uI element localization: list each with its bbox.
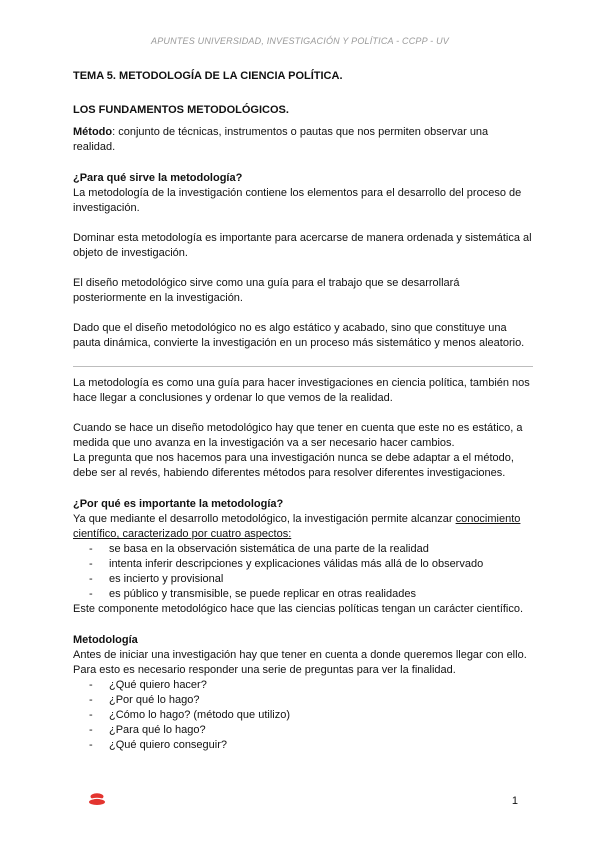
- page-title: TEMA 5. METODOLOGÍA DE LA CIENCIA POLÍTICA.: [73, 70, 343, 82]
- brand-logo-icon: [88, 792, 106, 806]
- paragraph: Dado que el diseño metodológico no es algo estático y acabado, sino que constituye una pauta dinámica, convierte la investigación en un proceso más sistemático y menos aleatorio.: [73, 322, 525, 349]
- paragraph: Este componente metodológico hace que las ciencias políticas tengan un carácter científico.: [73, 603, 524, 615]
- paragraph: La metodología de la investigación contiene los elementos para el desarrollo del proceso de investigación.: [73, 187, 522, 214]
- list-item: - ¿Para qué lo hago?: [73, 723, 533, 738]
- list-item: - intenta inferir descripciones y explicaciones válidas más allá de lo observado: [73, 557, 533, 572]
- paragraph: Dominar esta metodología es importante para acercarse de manera ordenada y sistemática al objeto de investigación.: [73, 232, 532, 259]
- page-number: 1: [511, 795, 518, 807]
- aspects-list: [73, 542, 533, 602]
- list-item: - ¿Qué quiero hacer?: [73, 678, 533, 693]
- section-divider: [73, 366, 533, 367]
- heading-metodologia: Metodología: [73, 634, 138, 646]
- paragraph: [73, 512, 533, 542]
- paragraph: La pregunta que nos hacemos para una investigación nunca se debe adaptar a el método, debe ser al revés, habiendo diferentes métodos para resolver diferentes investigaciones.: [73, 452, 514, 479]
- logo-shape-bottom: [89, 799, 105, 805]
- intro-text: Ya que mediante el desarrollo metodológico, la investigación permite alcanzar: [73, 513, 456, 525]
- list-item: - ¿Qué quiero conseguir?: [73, 738, 533, 753]
- list-item: - ¿Por qué lo hago?: [73, 693, 533, 708]
- list-item: - se basa en la observación sistemática de una parte de la realidad: [73, 542, 533, 557]
- heading-por-que: ¿Por qué es importante la metodología?: [73, 498, 284, 510]
- list-item: - es incierto y provisional: [73, 572, 533, 587]
- paragraph: Cuando se hace un diseño metodológico hay que tener en cuenta que este no es estático, a medida que uno avanza en la investigación va a ser necesario hacer cambios.: [73, 422, 523, 449]
- underlined-text: conocimiento científico, caracterizado por cuatro aspectos:: [73, 513, 521, 540]
- page-header: APUNTES UNIVERSIDAD, INVESTIGACIÓN Y POLÍTICA - CCPP - UV: [151, 36, 449, 46]
- heading-para-que: ¿Para qué sirve la metodología?: [73, 172, 243, 184]
- metodo-definition: [73, 125, 533, 155]
- paragraph: Antes de iniciar una investigación hay que tener en cuenta a donde queremos llegar con ello. Para esto es necesario responder una serie de preguntas para ver la finalidad.: [73, 649, 527, 676]
- list-item: - es público y transmisible, se puede replicar en otras realidades: [73, 587, 533, 602]
- questions-list: [73, 678, 533, 753]
- metodo-def-text: : conjunto de técnicas, instrumentos o pautas que nos permiten observar una realidad.: [73, 126, 489, 153]
- paragraph: La metodología es como una guía para hacer investigaciones en ciencia política, también nos hace llegar a conclusiones y ordenar lo que vemos de la realidad.: [73, 377, 530, 404]
- section-subtitle: LOS FUNDAMENTOS METODOLÓGICOS.: [73, 104, 289, 116]
- metodo-term: Método: [73, 126, 113, 138]
- document-body: [73, 69, 533, 753]
- paragraph: El diseño metodológico sirve como una guía para el trabajo que se desarrollará posteriormente en la investigación.: [73, 277, 460, 304]
- list-item: - ¿Cómo lo hago? (método que utilizo): [73, 708, 533, 723]
